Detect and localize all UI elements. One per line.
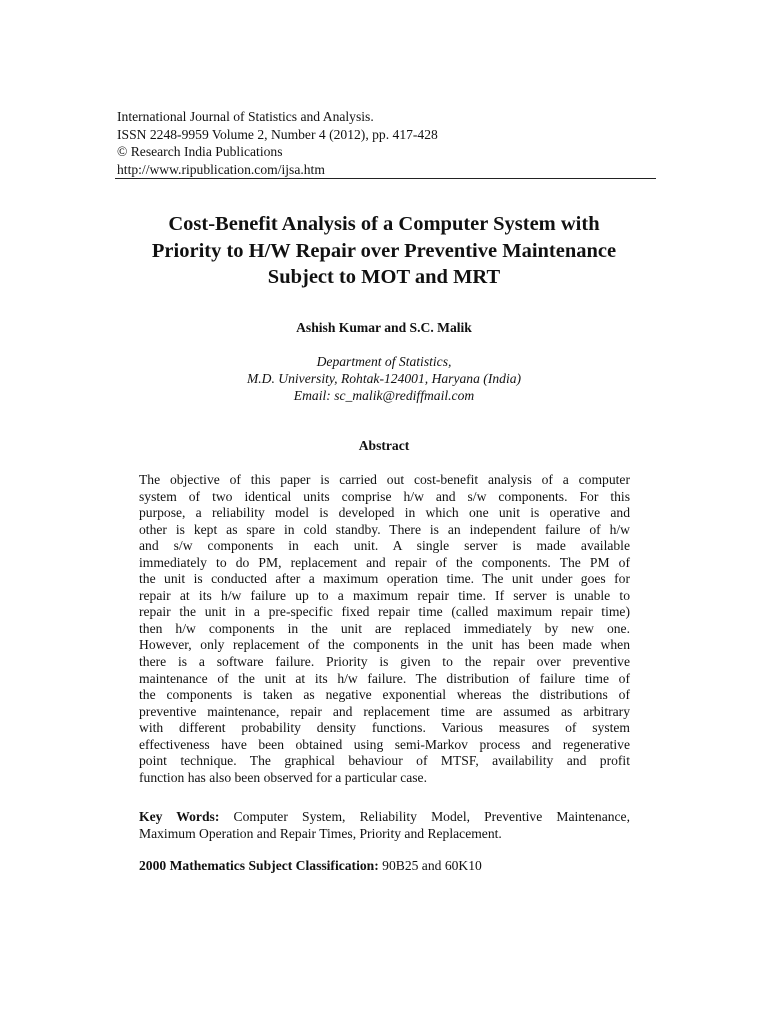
abstract-line: the unit is conducted after a maximum operation time. The unit under goes for xyxy=(139,571,630,587)
abstract-line: system of two identical units comprise h/w and s/w components. For this xyxy=(139,488,630,504)
abstract-line: repair at its h/w failure up to a maximum repair time. If server is unable to xyxy=(139,587,630,603)
affiliation-email[interactable]: Email: sc_malik@rediffmail.com xyxy=(293,388,475,403)
title-line-2: Priority to H/W Repair over Preventive Maintenance xyxy=(151,239,617,262)
abstract-line: the components is taken as negative exponential whereas the distributions of xyxy=(139,687,630,703)
abstract-body xyxy=(139,472,630,786)
abstract-line: function has also been observed for a particular case. xyxy=(139,769,427,785)
paper-title xyxy=(100,211,668,291)
abstract-line: preventive maintenance, repair and replacement time are assumed as arbitrary xyxy=(139,703,630,719)
abstract-line: repair the unit in a pre-specific fixed repair time (called maximum repair time) xyxy=(139,604,630,620)
affiliation-department: Department of Statistics, xyxy=(316,354,452,369)
abstract-line: effectiveness have been obtained using semi-Markov process and regenerative xyxy=(139,736,630,752)
msc-section xyxy=(139,858,630,874)
journal-header xyxy=(117,108,657,178)
abstract-line: and s/w components in each unit. A single server is made available xyxy=(139,538,630,554)
abstract-line: point technique. The graphical behaviour of MTSF, availability and profit xyxy=(139,753,630,769)
journal-url[interactable]: http://www.ripublication.com/ijsa.htm xyxy=(117,161,325,177)
abstract-heading: Abstract xyxy=(358,438,410,453)
abstract-line: then h/w components in the unit are replaced immediately by new one. xyxy=(139,620,630,636)
header-divider xyxy=(115,178,656,179)
msc-value: 90B25 and 60K10 xyxy=(382,858,482,873)
keywords-label: Key Words: xyxy=(139,809,220,824)
keywords-section xyxy=(139,808,630,842)
abstract-line: The objective of this paper is carried out cost-benefit analysis of a computer xyxy=(139,472,630,487)
abstract-line: immediately to do PM, replacement and repair of the components. The PM of xyxy=(139,554,630,570)
affiliation-university: M.D. University, Rohtak-124001, Haryana (India) xyxy=(246,371,522,386)
affiliation xyxy=(100,353,668,404)
title-line-3: Subject to MOT and MRT xyxy=(267,266,501,288)
keywords-line-1 xyxy=(139,808,630,825)
abstract-line: However, only replacement of the components in the unit has been made when xyxy=(139,637,630,653)
abstract-line: with different probability density functions. Various measures of system xyxy=(139,720,630,736)
keywords-line-2: Maximum Operation and Repair Times, Priority and Replacement. xyxy=(139,826,502,841)
abstract-line: maintenance of the unit at its h/w failure. The distribution of failure time of xyxy=(139,670,630,686)
abstract-line: other is kept as spare in cold standby. There is an independent failure of h/w xyxy=(139,521,630,537)
abstract-line: there is a software failure. Priority is given to the repair over preventive xyxy=(139,654,630,670)
authors: Ashish Kumar and S.C. Malik xyxy=(296,320,472,335)
abstract-line: purpose, a reliability model is developed in which one unit is operative and xyxy=(139,505,630,521)
journal-issn-volume: ISSN 2248-9959 Volume 2, Number 4 (2012), pp. 417-428 xyxy=(117,126,438,142)
keywords-text-1: Computer System, Reliability Model, Preventive Maintenance, xyxy=(233,809,630,824)
title-line-1: Cost-Benefit Analysis of a Computer System with xyxy=(168,213,600,235)
journal-name: International Journal of Statistics and Analysis. xyxy=(117,109,374,124)
journal-publisher: © Research India Publications xyxy=(117,144,283,159)
msc-label: 2000 Mathematics Subject Classification: xyxy=(139,858,379,873)
